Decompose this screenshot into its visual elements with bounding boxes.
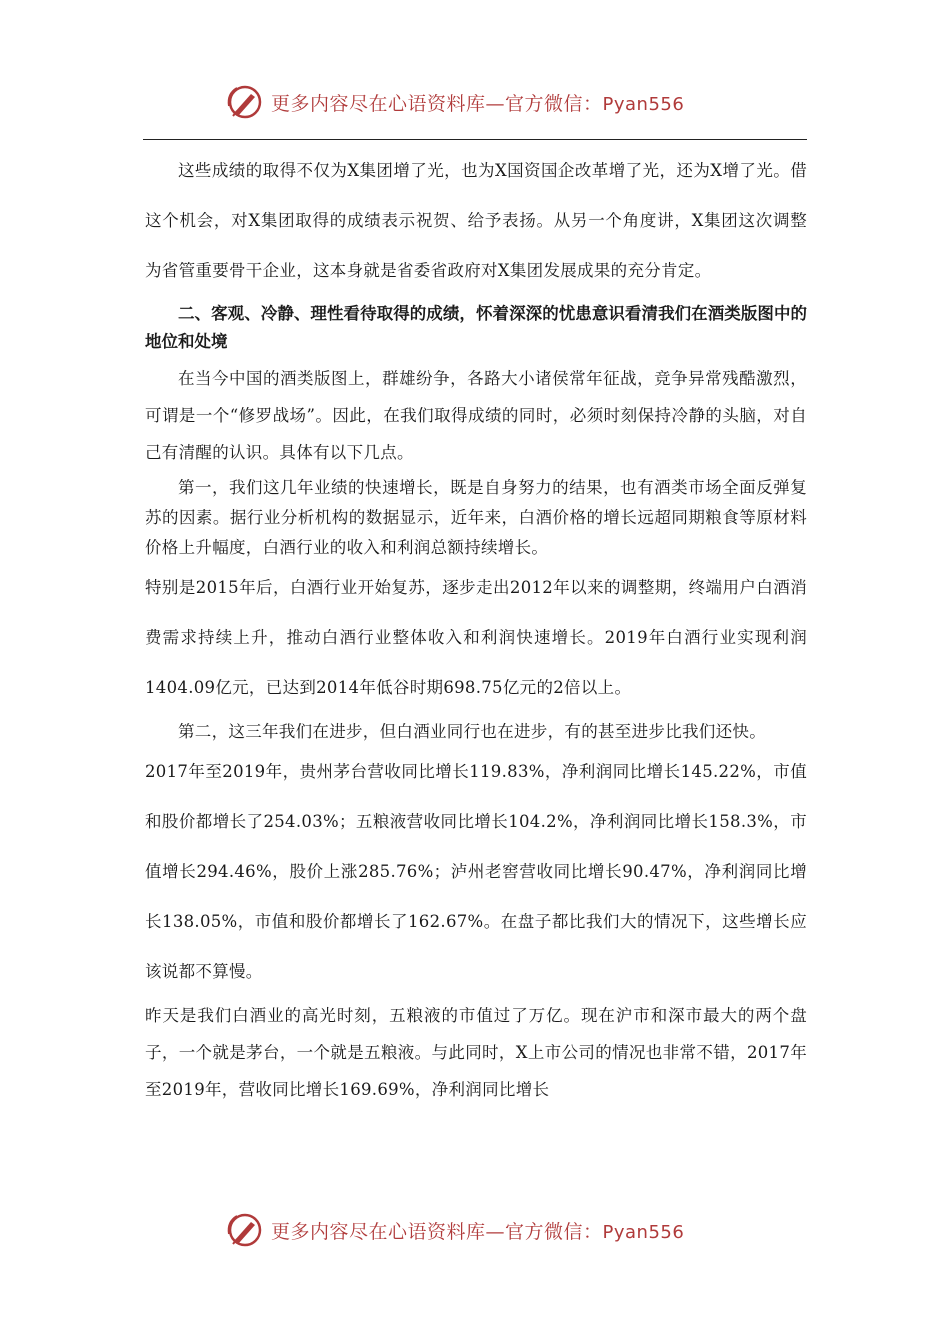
paragraph-3b: 特别是2015年后，白酒行业开始复苏，逐步走出2012年以来的调整期，终端用户白酒消费需求持续上升，推动白酒行业整体收入和利润快速增长。2019年白酒行业实现利润1404.09亿元，已达到2014年低谷时期698.75亿元的2倍以上。 (145, 578, 807, 697)
paragraph-2: 在当今中国的酒类版图上，群雄纷争，各路大小诸侯常年征战，竞争异常残酷激烈，可谓是一个“修罗战场”。因此，在我们取得成绩的同时，必须时刻保持冷静的头脑，对自己有清醒的认识。具体有以下几点。 (145, 369, 807, 462)
footer-caption (271, 1217, 684, 1244)
document-body (145, 152, 807, 1108)
banner-wechat-id: Pyan556 (602, 93, 685, 115)
pen-circle-icon (225, 1210, 265, 1250)
paragraph-4a: 第二，这三年我们在进步，但白酒业同行也在进步，有的甚至进步比我们还快。 (178, 722, 766, 741)
paragraph-4c: 昨天是我们白酒业的高光时刻，五粮液的市值过了万亿。现在沪市和深市最大的两个盘子，一个就是茅台，一个就是五粮液。与此同时，X上市公司的情况也非常不错，2017年至2019年，营收同比增长169.69%，净利润同比增长 (145, 1006, 807, 1099)
header-divider (143, 139, 807, 140)
banner-caption (271, 89, 684, 116)
pen-circle-icon (225, 82, 265, 122)
footer-banner-text: 更多内容尽在心语资料库—官方微信： (271, 1220, 603, 1243)
paragraph-3a: 第一，我们这几年业绩的快速增长，既是自身努力的结果，也有酒类市场全面反弹复苏的因素。据行业分析机构的数据显示，近年来，白酒价格的增长远超同期粮食等原材料价格上升幅度，白酒行业的收入和利润总额持续增长。 (145, 478, 807, 557)
footer-banner (225, 1210, 725, 1250)
footer-wechat-id: Pyan556 (602, 1221, 685, 1243)
header-banner (225, 82, 725, 122)
section-heading-2: 二、客观、冷静、理性看待取得的成绩，怀着深深的忧患意识看清我们在酒类版图中的地位和处境 (145, 304, 807, 351)
paragraph-1: 这些成绩的取得不仅为X集团增了光，也为X国资国企改革增了光，还为X增了光。借这个机会，对X集团取得的成绩表示祝贺、给予表扬。从另一个角度讲，X集团这次调整为省管重要骨干企业，这本身就是省委省政府对X集团发展成果的充分肯定。 (145, 161, 807, 280)
banner-text: 更多内容尽在心语资料库—官方微信： (271, 92, 603, 115)
paragraph-4b: 2017年至2019年，贵州茅台营收同比增长119.83%，净利润同比增长145.22%，市值和股价都增长了254.03%；五粮液营收同比增长104.2%，净利润同比增长158.3%，市值增长294.46%，股价上涨285.76%；泸州老窖营收同比增长90.47%，净利润同比增长138.05%，市值和股价都增长了162.67%。在盘子都比我们大的情况下，这些增长应该说都不算慢。 (145, 762, 807, 981)
